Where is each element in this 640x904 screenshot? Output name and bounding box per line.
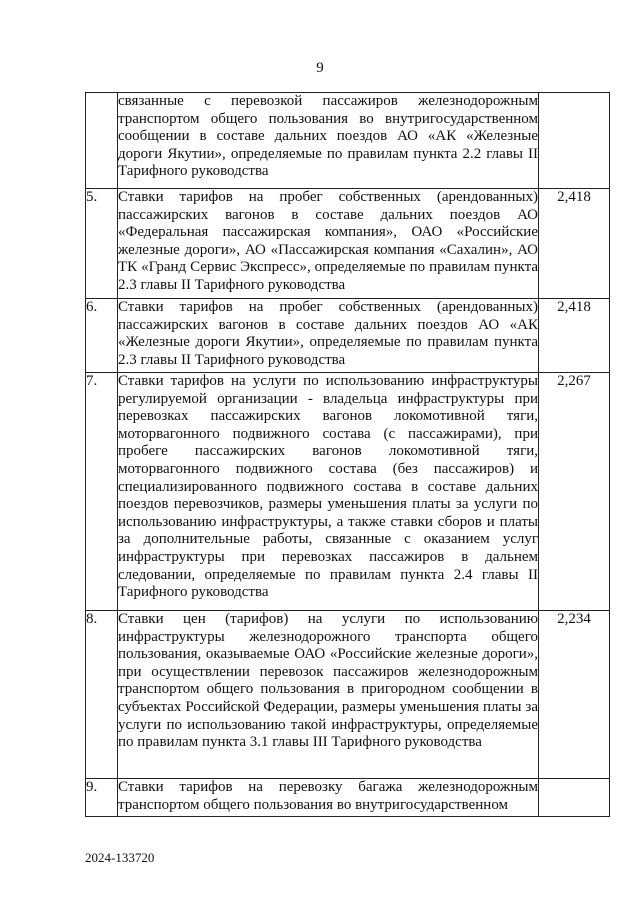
row-number (86, 93, 118, 189)
row-text: Ставки тарифов на перевозку багажа железнодорожным транспортом общего пользования во внутригосударственном (118, 779, 539, 817)
row-text: Ставки тарифов на пробег собственных (арендованных) пассажирских вагонов в составе дальних поездов АО «АК «Железные дороги Якутии», определяемые по правилам пункта 2.3 главы II Тарифного руководства (118, 299, 539, 373)
document-footer-id: 2024-133720 (85, 850, 155, 865)
row-value (539, 93, 610, 189)
row-value: 2,234 (539, 611, 610, 779)
table-row (86, 373, 610, 611)
row-text: связанные с перевозкой пассажиров железнодорожным транспортом общего пользования во внутригосударственном сообщении в составе дальних поездов АО «АК «Железные дороги Якутии», определяемые по правилам пункта 2.2 главы II Тарифного руководства (118, 93, 539, 189)
row-value: 2,418 (539, 299, 610, 373)
row-number: 5. (86, 189, 118, 299)
table-row (86, 299, 610, 373)
table-row (86, 779, 610, 817)
table-row (86, 189, 610, 299)
row-text: Ставки тарифов на услуги по использованию инфраструктуры регулируемой организации - владельца инфраструктуры при перевозках пассажирских вагонов локомотивной тяги, моторвагонного подвижного состава (с пассажирами), при пробеге пассажирских вагонов локомотивной тяги, моторвагонного подвижного состава (без пассажиров) и специализированного подвижного состава в составе дальних поездов перевозчиков, размеры уменьшения платы за услуги по использованию инфраструктуры, а также ставки сборов и платы за дополнительные работы, связанные с оказанием услуг инфраструктуры при перевозках пассажиров в дальнем следовании, определяемые по правилам пункта 2.4 главы II Тарифного руководства (118, 373, 539, 611)
row-text: Ставки цен (тарифов) на услуги по использованию инфраструктуры железнодорожного транспорта общего пользования, оказываемые ОАО «Российские железные дороги», при осуществлении перевозок пассажиров железнодорожным транспортом общего пользования в пригородном сообщении в субъектах Российской Федерации, размеры уменьшения платы за услуги по использованию такой инфраструктуры, определяемые по правилам пункта 3.1 главы III Тарифного руководства (118, 611, 539, 779)
row-text: Ставки тарифов на пробег собственных (арендованных) пассажирских вагонов в составе дальних поездов АО «Федеральная пассажирская компания», ОАО «Российские железные дороги», АО «Пассажирская компания «Сахалин», АО ТК «Гранд Сервис Экспресс», определяемые по правилам пункта 2.3 главы II Тарифного руководства (118, 189, 539, 299)
row-number: 8. (86, 611, 118, 779)
row-value: 2,418 (539, 189, 610, 299)
tariff-table (85, 92, 610, 817)
row-number: 9. (86, 779, 118, 817)
row-number: 6. (86, 299, 118, 373)
page-number: 9 (316, 60, 324, 76)
table-row (86, 93, 610, 189)
table-row (86, 611, 610, 779)
row-value (539, 779, 610, 817)
row-value: 2,267 (539, 373, 610, 611)
row-number: 7. (86, 373, 118, 611)
